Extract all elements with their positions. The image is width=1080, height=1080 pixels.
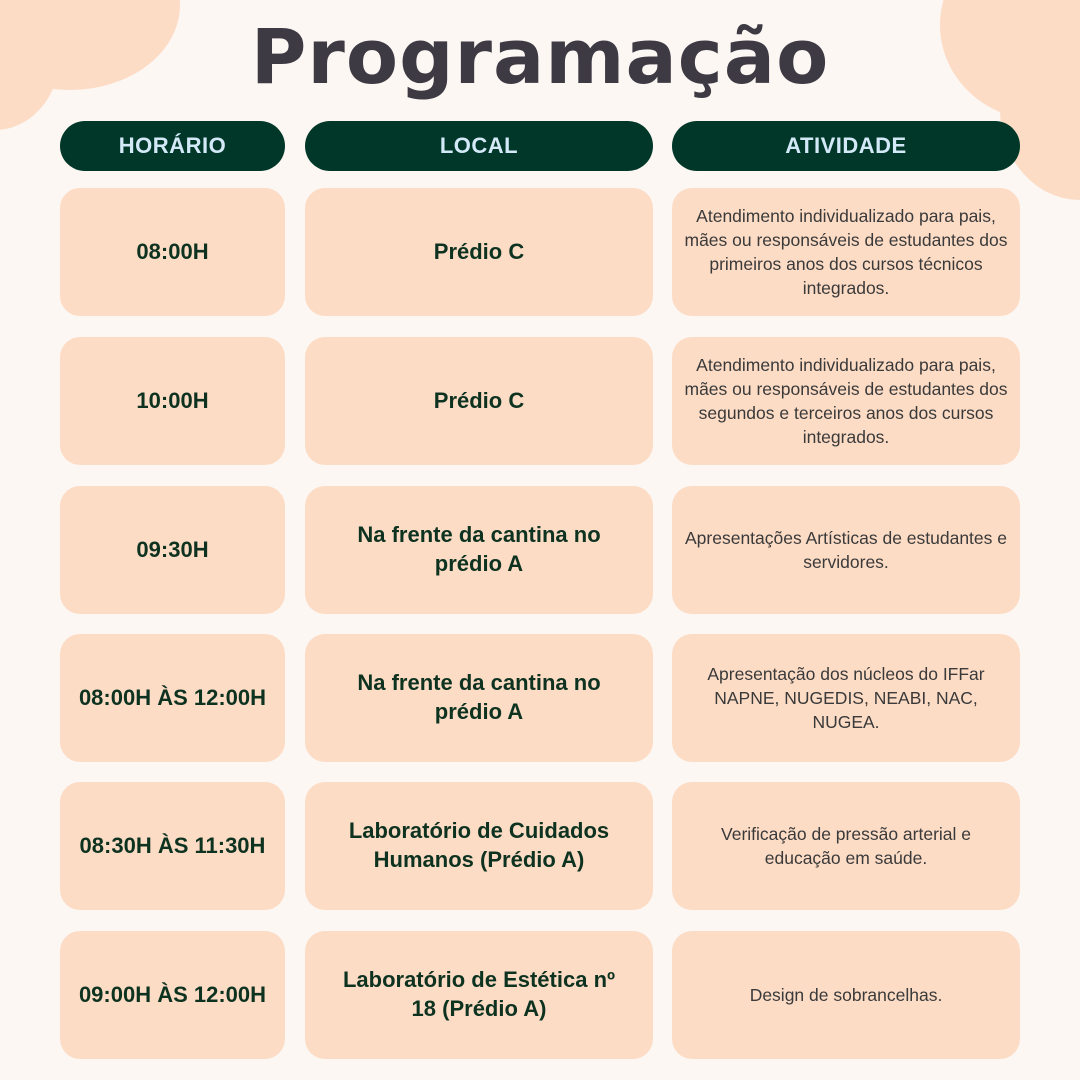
row-1-activity: Atendimento individualizado para pais, mães ou responsáveis de estudantes dos primeiros anos dos cursos técnicos integrados. [672, 188, 1020, 316]
row-5-place: Laboratório de Cuidados Humanos (Prédio A) [305, 782, 653, 910]
row-4-activity: Apresentação dos núcleos do IFFar NAPNE, NUGEDIS, NEABI, NAC, NUGEA. [672, 634, 1020, 762]
row-3-place: Na frente da cantina no prédio A [305, 486, 653, 614]
row-3-time: 09:30H [60, 486, 285, 614]
row-2-place: Prédio C [305, 337, 653, 465]
header-place: LOCAL [305, 121, 653, 171]
row-4-time: 08:00H ÀS 12:00H [60, 634, 285, 762]
header-time: HORÁRIO [60, 121, 285, 171]
row-6-activity: Design de sobrancelhas. [672, 931, 1020, 1059]
row-1-place: Prédio C [305, 188, 653, 316]
row-2-activity: Atendimento individualizado para pais, mães ou responsáveis de estudantes dos segundos e terceiros anos dos cursos integrados. [672, 337, 1020, 465]
row-6-place: Laboratório de Estética nº 18 (Prédio A) [305, 931, 653, 1059]
row-5-time: 08:30H ÀS 11:30H [60, 782, 285, 910]
row-6-time: 09:00H ÀS 12:00H [60, 931, 285, 1059]
page-title: Programação [250, 11, 830, 101]
row-1-time: 08:00H [60, 188, 285, 316]
row-3-activity: Apresentações Artísticas de estudantes e servidores. [672, 486, 1020, 614]
header-activity: ATIVIDADE [672, 121, 1020, 171]
row-4-place: Na frente da cantina no prédio A [305, 634, 653, 762]
row-2-time: 10:00H [60, 337, 285, 465]
row-5-activity: Verificação de pressão arterial e educação em saúde. [672, 782, 1020, 910]
